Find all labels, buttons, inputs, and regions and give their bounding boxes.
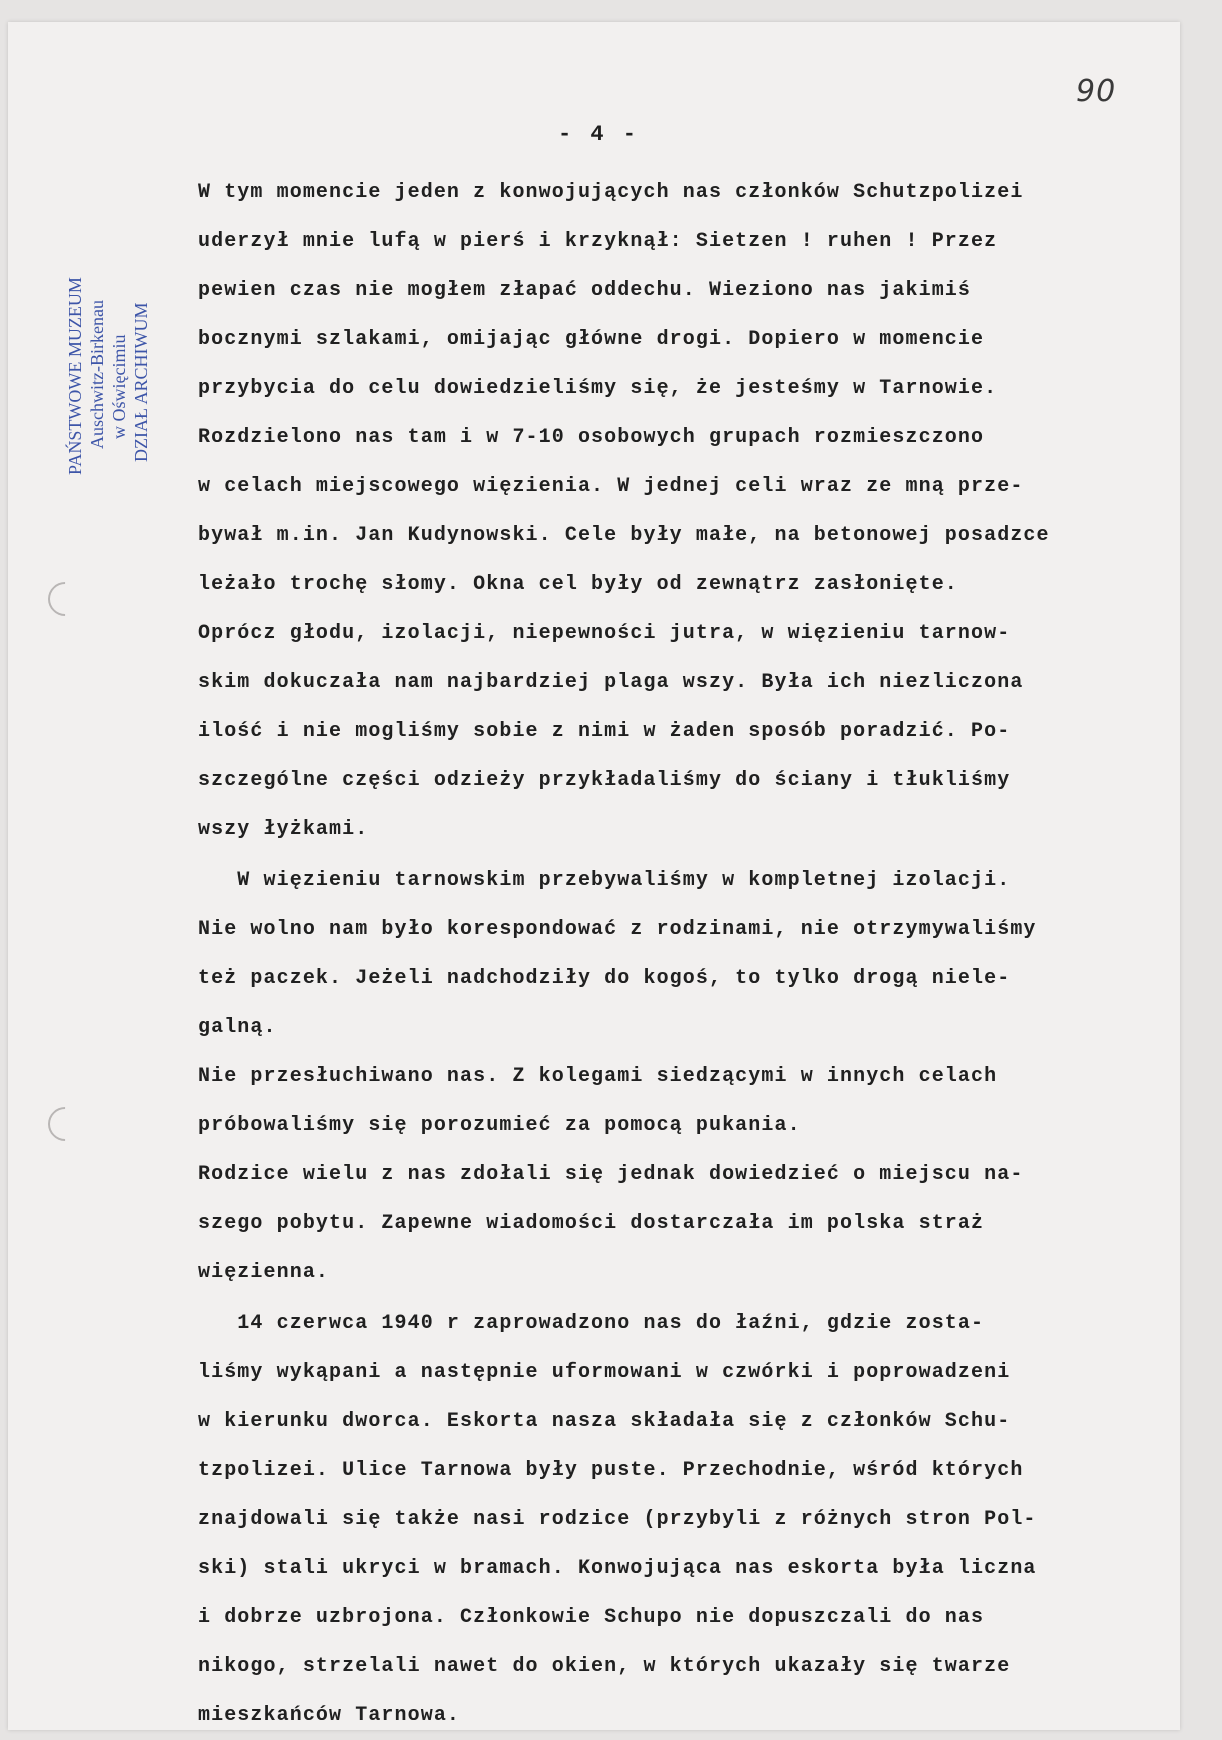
text-line: uderzył mnie lufą w pierś i krzyknął: Sietzen ! ruhen ! Przez	[198, 230, 998, 253]
text-line: W tym momencie jeden z konwojujących nas członków Schutzpolizei	[198, 181, 1024, 204]
punch-hole-top	[41, 575, 89, 623]
handwritten-folio-number: 90	[1076, 74, 1117, 109]
text-line: próbowaliśmy się porozumieć za pomocą pukania.	[198, 1114, 801, 1137]
text-line: ski) stali ukryci w bramach. Konwojująca nas eskorta była liczna	[198, 1557, 1037, 1580]
text-line: tzpolizei. Ulice Tarnowa były puste. Przechodnie, wśród których	[198, 1459, 1024, 1482]
text-line: Nie przesłuchiwano nas. Z kolegami siedzącymi w innych celach	[198, 1065, 998, 1088]
text-line: więzienna.	[198, 1261, 330, 1284]
text-line: bywał m.in. Jan Kudynowski. Cele były małe, na betonowej posadzce	[198, 524, 1050, 547]
text-line: pewien czas nie mogłem złapać oddechu. Wieziono nas jakimiś	[198, 279, 972, 302]
text-line: 14 czerwca 1940 r zaprowadzono nas do łaźni, gdzie zosta-	[198, 1312, 985, 1335]
text-line: leżało trochę słomy. Okna cel były od zewnątrz zasłonięte.	[198, 573, 958, 596]
text-line: skim dokuczała nam najbardziej plaga wszy. Była ich niezliczona	[198, 671, 1024, 694]
text-line: Rodzice wielu z nas zdołali się jednak dowiedzieć o miejscu na-	[198, 1163, 1024, 1186]
text-line: wszy łyżkami.	[198, 818, 369, 841]
document-page	[8, 22, 1180, 1730]
text-line: Rozdzielono nas tam i w 7-10 osobowych grupach rozmieszczono	[198, 426, 985, 449]
text-line: mieszkańców Tarnowa.	[198, 1704, 461, 1727]
text-line: szczególne części odzieży przykładaliśmy do ściany i tłukliśmy	[198, 769, 1011, 792]
text-line: Nie wolno nam było korespondować z rodzinami, nie otrzymywaliśmy	[198, 918, 1037, 941]
text-line: W więzieniu tarnowskim przebywaliśmy w kompletnej izolacji.	[198, 869, 1011, 892]
text-line: w celach miejscowego więzienia. W jednej celi wraz ze mną prze-	[198, 475, 1024, 498]
text-line: liśmy wykąpani a następnie uformowani w czwórki i poprowadzeni	[198, 1361, 1011, 1384]
text-line: też paczek. Jeżeli nadchodziły do kogoś, to tylko drogą niele-	[198, 967, 1011, 990]
punch-hole-bottom	[41, 1100, 89, 1148]
archive-stamp	[66, 217, 186, 477]
stamp-line-4: DZIAŁ ARCHIWUM	[131, 302, 151, 462]
text-line: ilość i nie mogliśmy sobie z nimi w żaden sposób poradzić. Po-	[198, 720, 1011, 743]
page-number: - 4 -	[558, 122, 640, 147]
typewritten-body	[198, 168, 1178, 1740]
stamp-line-2: Auschwitz-Birkenau	[87, 300, 107, 449]
text-line: nikogo, strzelali nawet do okien, w których ukazały się twarze	[198, 1655, 1011, 1678]
text-line: w kierunku dworca. Eskorta nasza składała się z członków Schu-	[198, 1410, 1011, 1433]
text-line: Oprócz głodu, izolacji, niepewności jutra, w więzieniu tarnow-	[198, 622, 1011, 645]
text-line: szego pobytu. Zapewne wiadomości dostarczała im polska straż	[198, 1212, 985, 1235]
stamp-line-1: PAŃSTWOWE MUZEUM	[65, 277, 85, 475]
text-line: przybycia do celu dowiedzieliśmy się, że jesteśmy w Tarnowie.	[198, 377, 998, 400]
text-line: znajdowali się także nasi rodzice (przybyli z różnych stron Pol-	[198, 1508, 1037, 1531]
text-line: bocznymi szlakami, omijając główne drogi. Dopiero w momencie	[198, 328, 985, 351]
stamp-line-3: w Oświęcimiu	[109, 334, 129, 439]
text-line: i dobrze uzbrojona. Członkowie Schupo nie dopuszczali do nas	[198, 1606, 985, 1629]
text-line: galną.	[198, 1016, 277, 1039]
